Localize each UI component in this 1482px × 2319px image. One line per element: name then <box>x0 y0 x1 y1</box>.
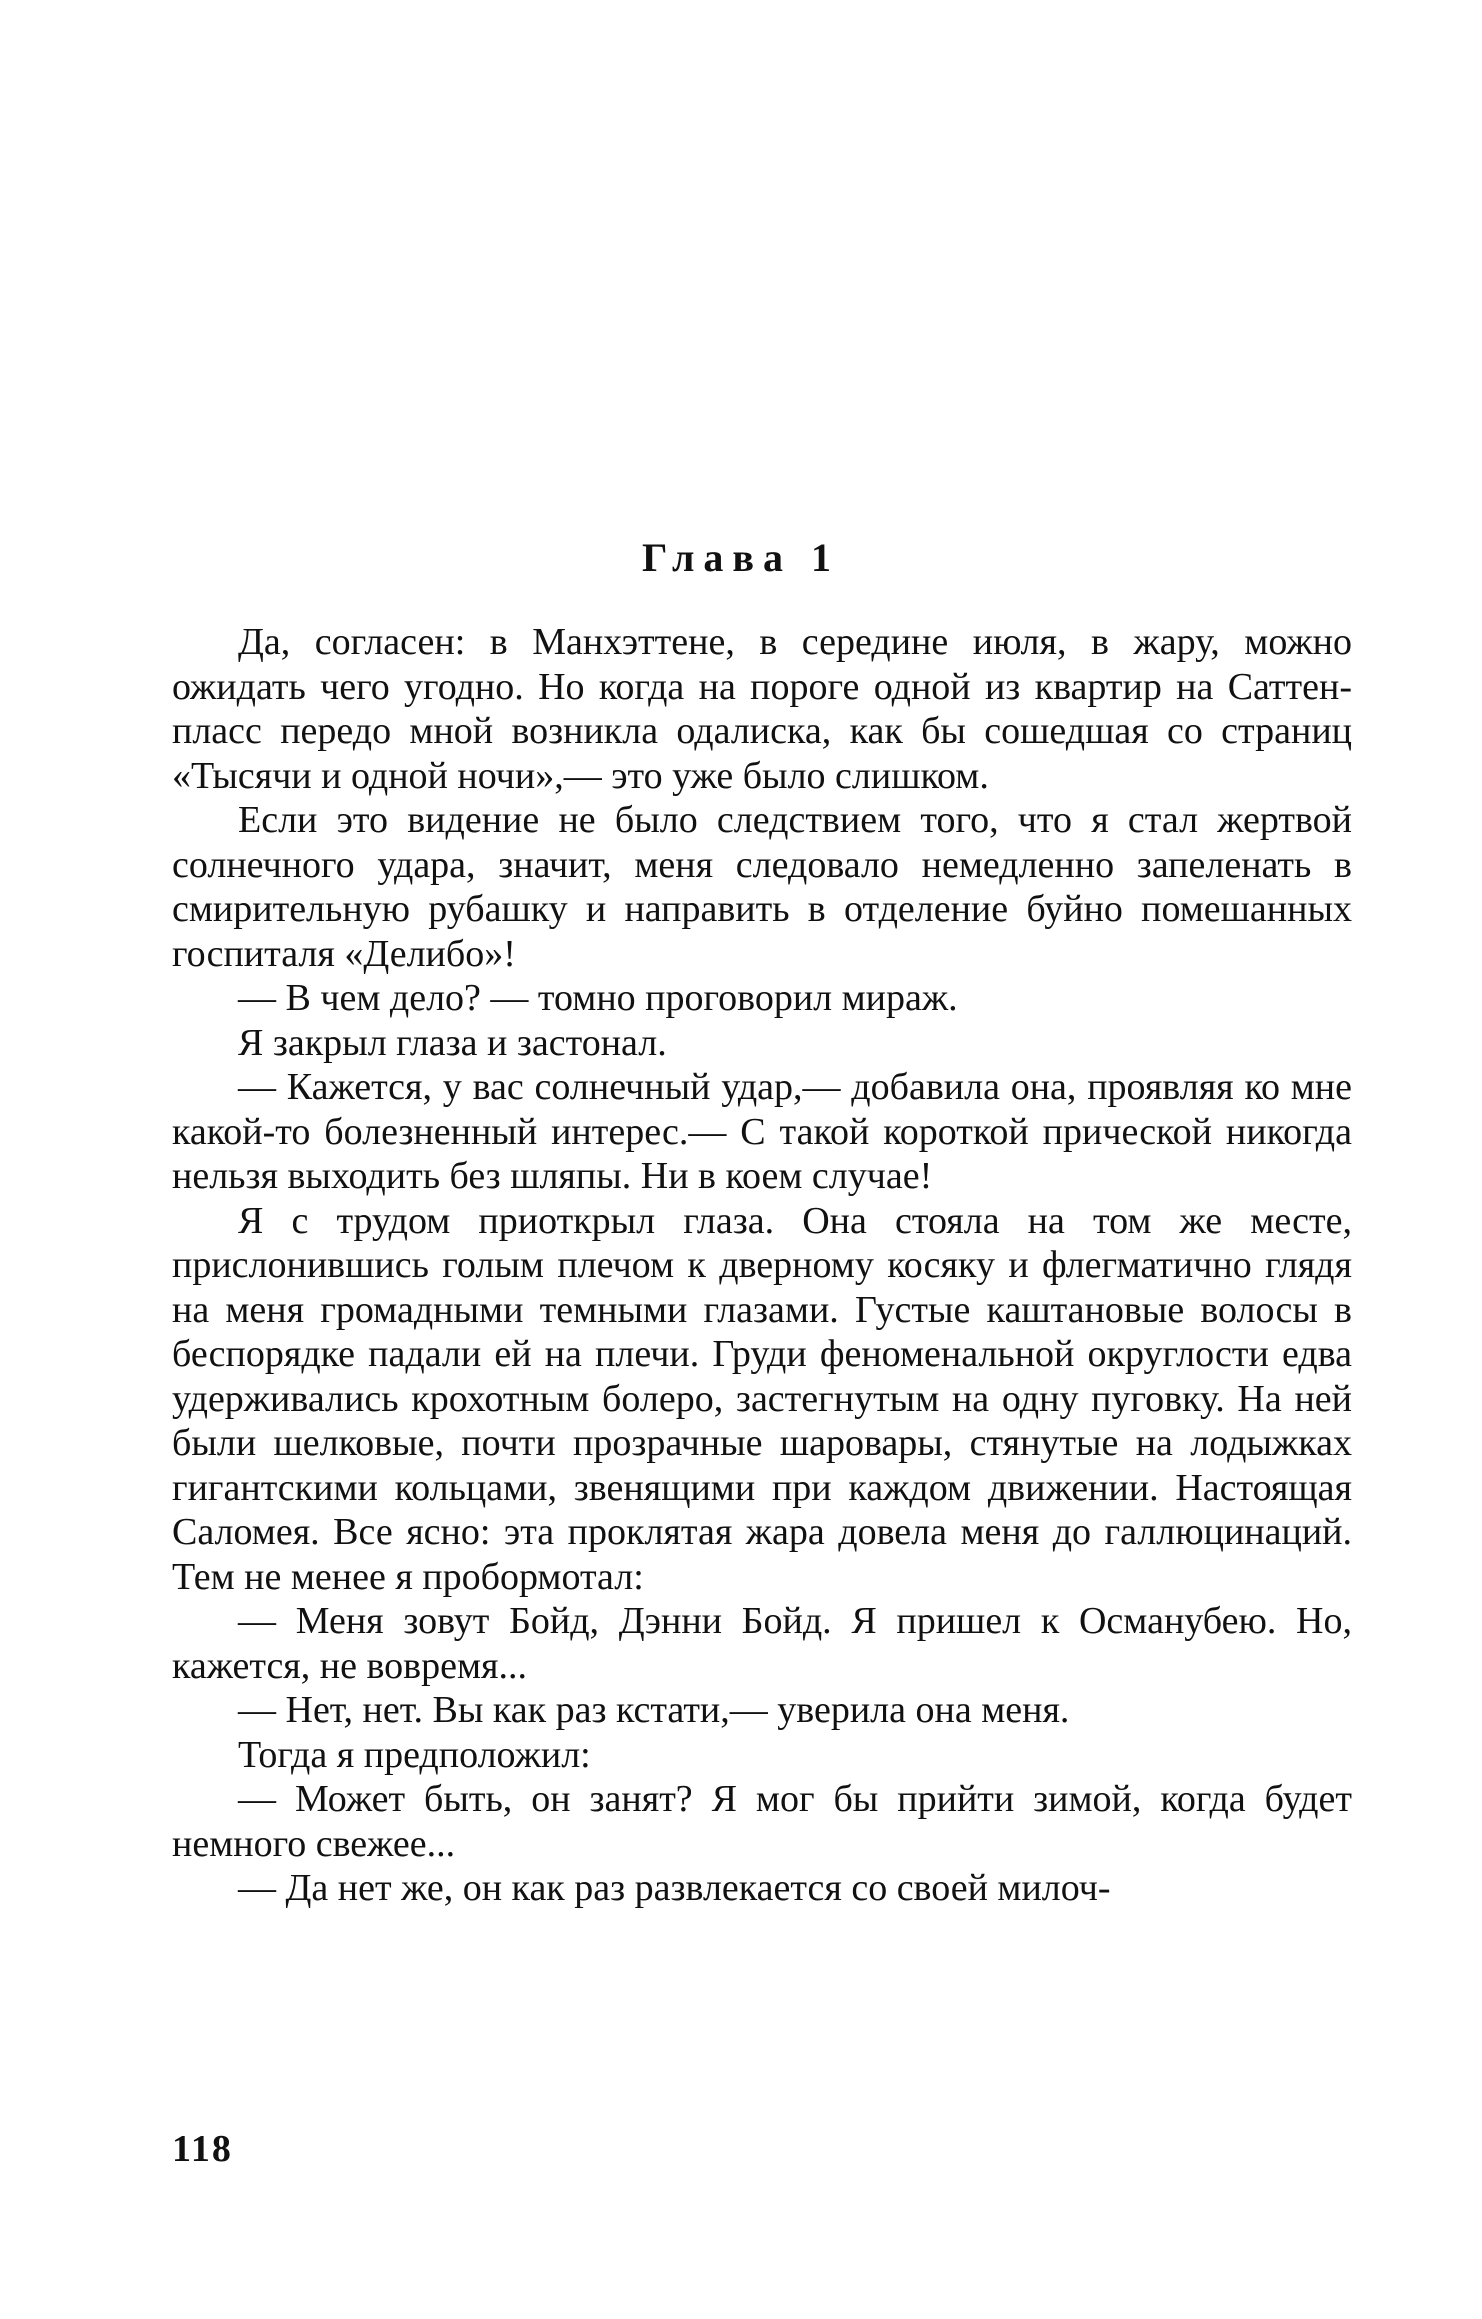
paragraph: Я закрыл глаза и застонал. <box>238 1021 667 1064</box>
paragraph: — В чем дело? — томно проговорил мираж. <box>238 977 958 1019</box>
paragraph: — Нет, нет. Вы как раз кстати,— уверила она меня. <box>238 1689 1070 1731</box>
page-number: 118 <box>172 2128 233 2170</box>
paragraph: — Может быть, он занят? Я мог бы прийти зимой, когда будет немного свежее... <box>172 1778 1352 1865</box>
chapter-title: Глава 1 <box>642 535 840 580</box>
paragraph: — Кажется, у вас солнечный удар,— добавила она, проявляя ко мне какой-то болезненный интерес.— С такой короткой прической никогда нельзя выходить без шляпы. Ни в коем случае! <box>172 1066 1352 1197</box>
paragraph: — Да нет же, он как раз развлекается со своей милоч- <box>238 1867 1111 1909</box>
paragraph: Да, согласен: в Манхэттене, в середине июля, в жару, можно ожидать чего угодно. Но когда на пороге одной из квартир на Саттен-пласс передо мной возникла одалиска, как бы сошедшая со страниц «Тысячи и одной ночи»,— это уже было слишком. <box>172 621 1352 797</box>
paragraph: Тогда я предположил: <box>238 1733 591 1776</box>
body-text <box>172 620 1352 1911</box>
paragraph: — Меня зовут Бойд, Дэнни Бойд. Я пришел к Османубею. Но, кажется, не вовремя... <box>172 1600 1352 1687</box>
paragraph: Если это видение не было следствием того, что я стал жертвой солнечного удара, значит, меня следовало немедленно запеленать в смирительную рубашку и направить в отделение буйно помешанных госпиталя «Делибо»! <box>172 799 1352 975</box>
paragraph: Я с трудом приоткрыл глаза. Она стояла на том же месте, прислонившись голым плечом к дверному косяку и флегматично глядя на меня громадными темными глазами. Густые каштановые волосы в беспорядке падали ей на плечи. Груди феноменальной округлости едва удерживались крохотным болеро, застегнутым на одну пуговку. На ней были шелковые, почти прозрачные шаровары, стянутые на лодыжках гигантскими кольцами, звенящими при каждом движении. Настоящая Саломея. Все ясно: эта проклятая жара довела меня до галлюцинаций. Тем не менее я пробормотал: <box>172 1199 1352 1598</box>
